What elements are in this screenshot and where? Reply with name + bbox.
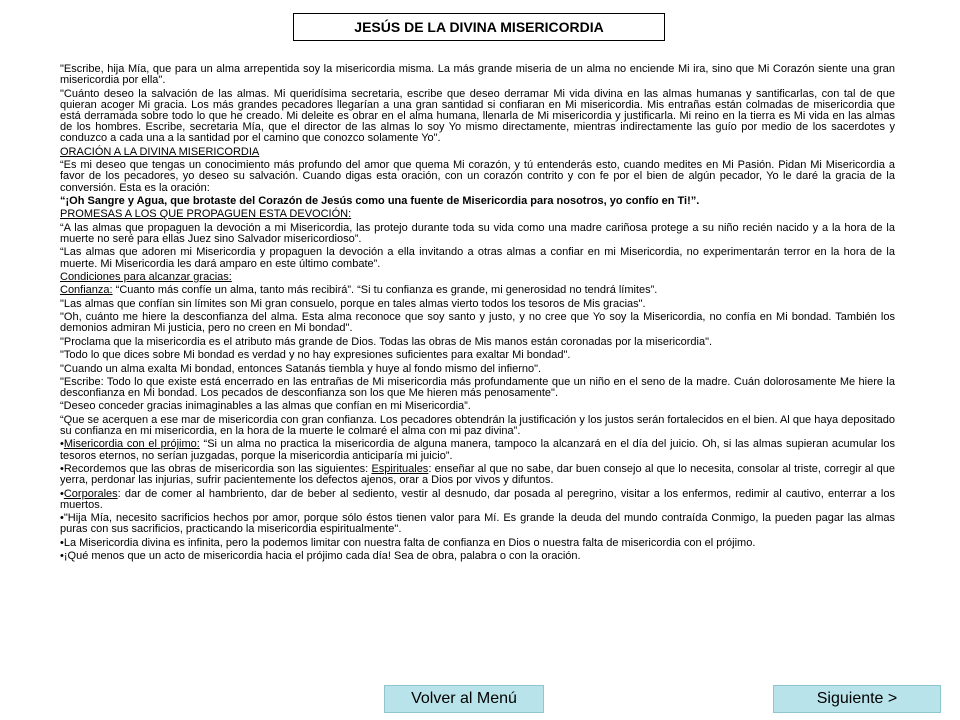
bullet-item bbox=[60, 513, 895, 535]
bullet-item bbox=[60, 489, 895, 511]
bullet-label: Misericordia con el prójimo: bbox=[63, 438, 200, 451]
bullet-item bbox=[60, 538, 895, 549]
paragraph: "Proclama que la misericordia es el atributo más grande de Dios. Todas las obras de Mis manos están coronadas por la misericordia". bbox=[60, 335, 713, 348]
bullet-text: : dar de comer al hambriento, dar de beber al sediento, vestir al desnudo, dar posada al peregrino, visitar a los enfermos, redimir al cautivo, enterrar a los muertos. bbox=[60, 487, 895, 511]
bullet-icon: • bbox=[60, 536, 64, 549]
oracion-heading: ORACIÓN A LA DIVINA MISERICORDIA bbox=[60, 145, 260, 158]
prayer-text: “¡Oh Sangre y Agua, que brotaste del Corazón de Jesús como una fuente de Misericordia para nosotros, yo confío en Ti!”. bbox=[60, 194, 700, 207]
bullet-item bbox=[60, 439, 895, 461]
bullet-text: Recordemos que las obras de misericordia son las siguientes: bbox=[63, 463, 372, 476]
bullet-label: Espirituales bbox=[371, 463, 429, 476]
bullet-item bbox=[60, 551, 895, 562]
bullet-text: "Hija Mía, necesito sacrificios hechos por amor, porque sólo éstos tienen valor para Mí. Es grande la deuda del mundo contraída Conmigo, la pueden pagar las almas puras con sus sacrificios, practicando la misericordia espiritualmente". bbox=[60, 512, 895, 536]
paragraph: “Que se acerquen a ese mar de misericordia con gran confianza. Los pecadores obtendrán la justificación y los justos serán fortalecidos en el bien. Al que haya depositado su confianza en mi misericordia, en la hora de la muerte le colmaré el alma con mi paz divina”. bbox=[60, 413, 895, 438]
paragraph: “A las almas que propaguen la devoción a mi Misericordia, las protejo durante toda su vida como una madre cariñosa protege a su niño recién nacido y a la hora de la muerte no seré para ellas Juez sino Salvador misericordioso”. bbox=[60, 221, 895, 245]
paragraph: "Oh, cuánto me hiere la desconfianza del alma. Esta alma reconoce que soy santo y justo, y no cree que Yo soy la Misericordia, no confía en Mi bondad. También los demonios admiran Mi justicia, pero no creen en Mi bondad". bbox=[60, 311, 895, 335]
bullet-icon: • bbox=[60, 512, 64, 525]
bullet-text: : enseñar al que no sabe, dar buen consejo al que lo necesita, consolar al triste, corregir al que yerra, perdonar las injurias, sufrir pacientemente los defectos ajenos, orar a Dios por vivos y difuntos. bbox=[60, 463, 895, 487]
confianza-label: Confianza: bbox=[60, 284, 113, 297]
paragraph: "Todo lo que dices sobre Mi bondad es verdad y no hay expresiones suficientes para exaltar Mi bondad". bbox=[60, 349, 571, 362]
paragraph: "Las almas que confían sin límites son Mi gran consuelo, porque en tales almas vierto todos los tesoros de Mis gracias". bbox=[60, 297, 646, 310]
bullet-label: Corporales bbox=[63, 487, 118, 500]
promesas-heading: PROMESAS A LOS QUE PROPAGUEN ESTA DEVOCIÓN: bbox=[60, 208, 352, 221]
bullet-text: ¡Qué menos que un acto de misericordia hacia el prójimo cada día! Sea de obra, palabra o con la oración. bbox=[63, 550, 581, 563]
confianza-text: “Cuanto más confíe un alma, tanto más recibirá”. “Si tu confianza es grande, mi generosidad no tendrá límites”. bbox=[112, 284, 658, 297]
paragraph: "Cuánto deseo la salvación de las almas. Mi queridísima secretaria, escribe que deseo derramar Mi vida divina en las almas humanas y santificarlas, con tal de que quieran acoger Mi gracia. Los más grandes pecadores llegarían a una gran santidad si confiaran en Mi misericordia. Mis entrañas están colmadas de misericordia que está derramada sobre todo lo que he creado. Mi deleite es obrar en el alma humana, llenarla de Mi misericordia y justificarla. Mi reino en la tierra es Mi vida en las almas de los hombres. Escribe, secretaria Mía, que el director de las almas lo soy Yo mismo directamente, mientras indirectamente las guío por medio de los sacerdotes y conduzco a cada una a la santidad por el camino que conozco solamente Yo". bbox=[60, 87, 895, 145]
paragraph: “Deseo conceder gracias inimaginables a las almas que confían en mi Misericordia”. bbox=[60, 400, 471, 413]
document-body bbox=[60, 64, 895, 565]
paragraph: "Escribe, hija Mía, que para un alma arrepentida soy la misericordia misma. La más grande miseria de un alma no enciende Mi ira, sino que Mi Corazón siente una gran misericordia por ella". bbox=[60, 63, 895, 87]
paragraph: “Las almas que adoren mi Misericordia y propaguen la devoción a ella invitando a otras almas a confiar en mi Misericordia, no experimentarán terror en la hora de la muerte. Mi Misericordia les dará amparo en este último combate”. bbox=[60, 246, 895, 270]
next-button[interactable]: Siguiente > bbox=[773, 685, 941, 713]
paragraph: "Escribe: Todo lo que existe está encerrado en las entrañas de Mi misericordia más profundamente que un niño en el seno de la madre. Cuán dolorosamente Me hiere la desconfianza en Mi bondad. Los pecados de desconfianza son los que Me hieren más penosamente". bbox=[60, 375, 895, 400]
bullet-icon: • bbox=[60, 487, 64, 500]
bullet-text: “Si un alma no practica la misericordia de alguna manera, tampoco la alcanzará en el día del juicio. Oh, si las almas supieran acumular los tesoros eternos, no serían juzgadas, porque la misericordia anticiparía mi juicio”. bbox=[60, 438, 895, 462]
bullet-icon: • bbox=[60, 463, 64, 476]
paragraph: “Es mi deseo que tengas un conocimiento más profundo del amor que quema Mi corazón, y tú entenderás esto, cuando medites en Mi Pasión. Pidan Mi Misericordia a favor de los pecadores, yo deseo su salvación. Cuando digas esta oración, con un corazón contrito y con fe por el bien de algún pecador, Yo le daré la gracia de la conversión. Esta es la oración: bbox=[60, 159, 895, 194]
bullet-text: La Misericordia divina es infinita, pero la podemos limitar con nuestra falta de confianza en Dios o nuestra falta de misericordia con el prójimo. bbox=[63, 536, 756, 549]
condiciones-heading: Condiciones para alcanzar gracias: bbox=[60, 270, 232, 283]
paragraph bbox=[60, 285, 895, 296]
page-title: JESÚS DE LA DIVINA MISERICORDIA bbox=[293, 13, 665, 41]
bullet-icon: • bbox=[60, 550, 64, 563]
bullet-item bbox=[60, 464, 895, 486]
bullet-icon: • bbox=[60, 438, 64, 451]
back-to-menu-button[interactable]: Volver al Menú bbox=[384, 685, 544, 713]
paragraph: "Cuando un alma exalta Mi bondad, entonces Satanás tiembla y huye al fondo mismo del infierno". bbox=[60, 362, 542, 375]
